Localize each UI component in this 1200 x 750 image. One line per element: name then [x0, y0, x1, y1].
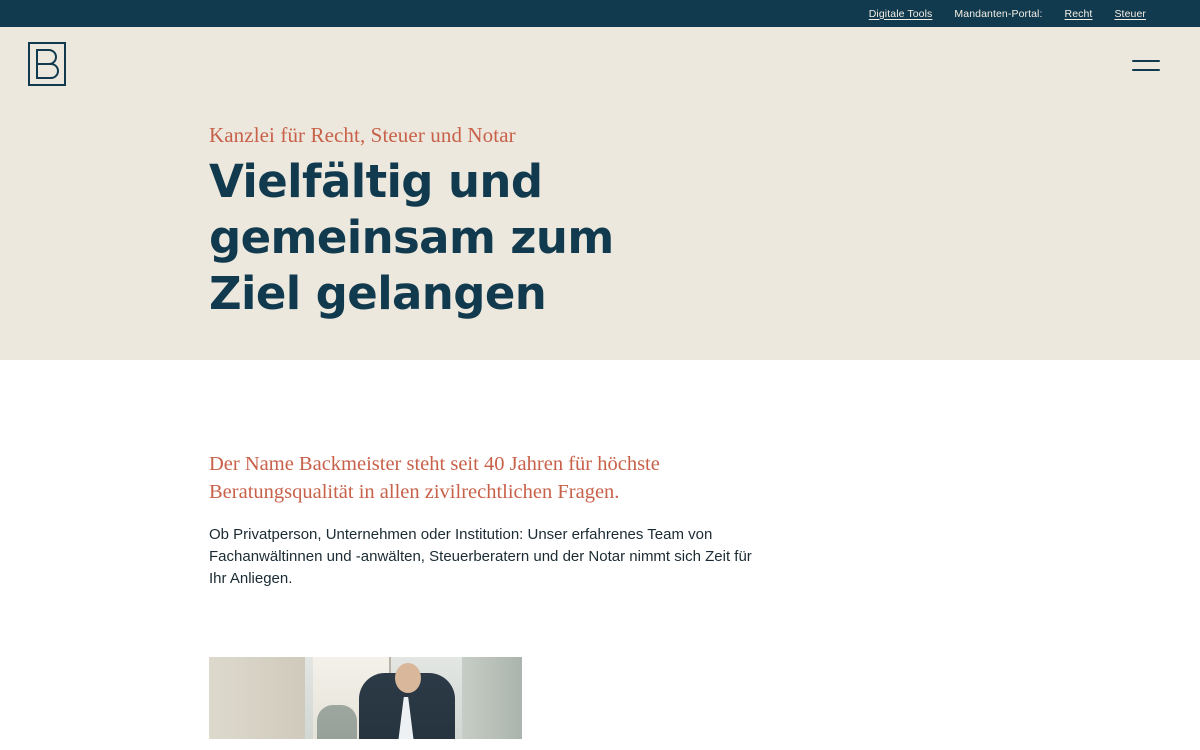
- intro-text-block: [209, 450, 754, 590]
- hamburger-bar-top: [1132, 60, 1160, 62]
- intro-body: Ob Privatperson, Unternehmen oder Institution: Unser erfahrenes Team von Fachanwältinnen und -anwälten, Steuerberatern und der Notar nimmt sich Zeit für Ihr Anliegen.: [209, 526, 752, 587]
- photo-person-background: [317, 705, 357, 739]
- photo-person-head: [395, 663, 421, 693]
- intro-lede: Der Name Backmeister steht seit 40 Jahren für höchste Beratungsqualität in allen zivilrechtlichen Fragen.: [209, 453, 660, 503]
- photo-wall-left: [209, 657, 305, 739]
- utility-link-recht[interactable]: Recht: [1064, 7, 1093, 20]
- page-title: Vielfältig und gemeinsam zum Ziel gelangen: [209, 155, 614, 321]
- photo-wall-right: [462, 657, 522, 739]
- teaser-image[interactable]: [209, 657, 522, 739]
- utility-bar: [0, 0, 1200, 27]
- site-logo[interactable]: [28, 42, 66, 86]
- hero-content: [209, 123, 969, 322]
- hamburger-bar-bottom: [1132, 69, 1160, 71]
- hero-section: [0, 27, 1200, 360]
- utility-link-steuer[interactable]: Steuer: [1114, 7, 1146, 20]
- intro-section: [0, 360, 1200, 750]
- utility-link-digitale-tools[interactable]: Digitale Tools: [868, 7, 933, 20]
- hamburger-menu-icon[interactable]: [1132, 55, 1160, 75]
- utility-label-mandanten-portal: Mandanten-Portal:: [954, 7, 1043, 20]
- hero-eyebrow: Kanzlei für Recht, Steuer und Notar: [209, 123, 516, 147]
- teaser-photo: [209, 657, 522, 739]
